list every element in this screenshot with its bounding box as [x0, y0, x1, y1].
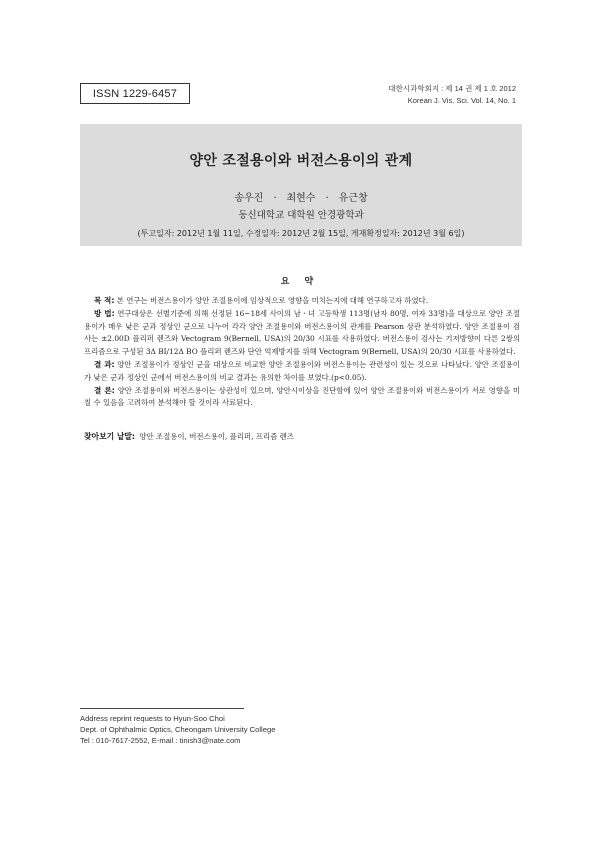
journal-name-english: Korean J. Vis. Sci. Vol. 14, No. 1 [407, 96, 516, 105]
author-name: 최현수 [286, 193, 316, 204]
author-separator: · [325, 193, 329, 204]
author-name: 유근창 [338, 193, 368, 204]
keywords [84, 431, 520, 442]
footnote [80, 713, 275, 746]
abstract-body [84, 295, 520, 410]
contact-info: Tel : 010-7617-2552, E-mail : tinish3@nate.com [80, 736, 241, 745]
author-separator: · [273, 193, 277, 204]
section-text: 연구대상은 선별기준에 의해 선정된 16~18세 사이의 남ㆍ녀 고등학생 113명(남자 80명, 여자 33명)을 대상으로 양안 조절용이가 매우 낮은 군과 정상인 군으로 나누어 각각 양안 조절용이와 버전스용이의 관계를 Pearson 상관 분석하였다. 양안 조절용이 검사는 ±2.00D 플리퍼 렌즈와 Vectogram 9(Bernell, USA)의 20/30 시표를 사용하였다. 버전스용이 검사는 기저방향이 다른 2쌍의 프리즘으로 구성된 3Δ BI/12Δ BO 플리퍼 렌즈와 단안 억제방지를 위해 Vectogram 9(Bernell, USA)의 20/30 시표를 사용하였다. [84, 308, 520, 357]
abstract-purpose [84, 295, 520, 308]
section-text: 양안 조절용이와 버전스용이는 상관성이 있으며, 양안시이상을 진단함에 있어 양안 조절용이와 버전스용이가 서로 영향을 미칠 수 있음을 고려하여 분석해야 할 것이라 사료된다. [84, 385, 520, 408]
affiliation: 동신대학교 대학원 안경광학과 [238, 210, 364, 221]
title-block [80, 124, 522, 246]
keywords-text: 양안 조절용이, 버전스용이, 플리퍼, 프리즘 렌즈 [139, 432, 294, 441]
reprint-request: Address reprint requests to Hyun-Soo Choi [80, 714, 225, 723]
author-name: 송우진 [234, 193, 264, 204]
abstract-conclusion [84, 385, 520, 411]
author-list [80, 189, 522, 204]
journal-name-korean: 대한시과학회지 : 제 14 권 제 1 호 2012 [388, 84, 516, 93]
journal-info [388, 83, 516, 107]
abstract-methods [84, 308, 520, 359]
submission-dates: (투고일자: 2012년 1월 11일, 수정일자: 2012년 2월 15일, 게재확정일자: 2012년 3월 6일) [137, 229, 465, 238]
issn-text: ISSN 1229-6457 [92, 87, 178, 100]
section-label: 방 법: [94, 308, 115, 318]
abstract-heading: 요 약 [280, 277, 320, 287]
keywords-label: 찾아보기 낱말: [84, 432, 136, 441]
footnote-divider [80, 708, 244, 709]
issn-box [80, 83, 190, 104]
section-label: 결 론: [94, 385, 115, 395]
abstract-results [84, 359, 520, 385]
section-text: 본 연구는 버전스용이가 양안 조절용이에 임상적으로 영향을 미치는지에 대해 연구하고자 하였다. [116, 296, 429, 305]
corresponding-department: Dept. of Ophthalmic Optics, Cheongam University College [80, 725, 276, 734]
section-label: 결 과: [94, 359, 115, 369]
paper-title: 양안 조절용이와 버전스용이의 관계 [189, 153, 413, 169]
section-label: 목 적: [94, 296, 115, 305]
section-text: 양안 조절용이가 정상인 군을 대상으로 비교한 양안 조절용이와 버전스용이는 관련성이 있는 것으로 나타났다. 양안 조절용이가 낮은 군과 정상인 군에서 버전스용이의 비교 결과는 유의한 차이를 보였다.(p<0.05). [84, 359, 521, 382]
